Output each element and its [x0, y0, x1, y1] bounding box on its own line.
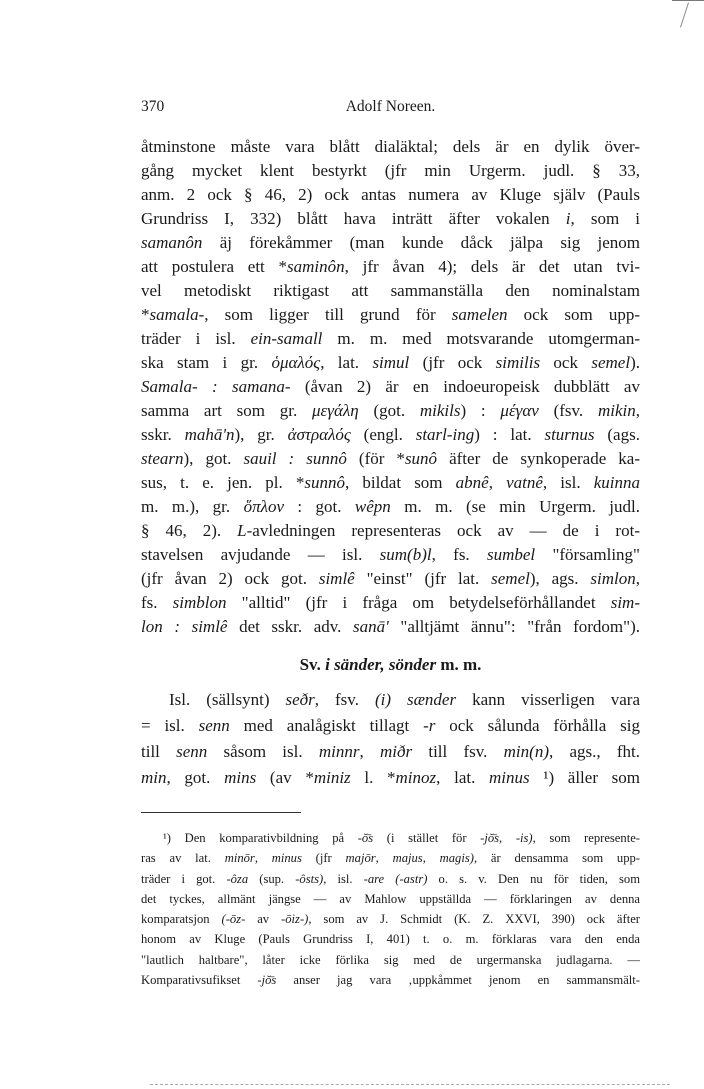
text-line	[141, 423, 640, 447]
text-segment: , lat.	[436, 768, 490, 787]
text-segment: , isl.	[542, 473, 594, 492]
emphasized-text: Samala- : samana-	[141, 377, 291, 396]
text-line	[141, 279, 640, 303]
text-segment: Komparativsufikset	[141, 973, 258, 988]
text-line	[141, 653, 640, 677]
text-segment: ,	[254, 851, 272, 866]
emphasized-text: senn	[176, 742, 208, 761]
text-segment: m. m.), gr.	[141, 497, 244, 516]
emphasized-text: μέγαν	[500, 401, 539, 420]
footnote	[141, 828, 640, 990]
text-segment: med analågiskt tillagt	[229, 716, 424, 735]
emphasized-text: L	[237, 521, 247, 540]
text-segment: fs.	[141, 593, 173, 612]
emphasized-text: -are (-astr)	[363, 871, 428, 886]
emphasized-text: min(n)	[503, 742, 549, 761]
text-segment: av	[245, 912, 282, 927]
text-segment: såsom isl.	[207, 742, 319, 761]
text-segment: o. s. v. Den nu för tiden, som	[427, 871, 640, 886]
emphasized-text: minnr	[318, 742, 360, 761]
emphasized-text: ἀστραλός	[287, 425, 351, 444]
text-segment: ,	[635, 401, 640, 420]
emphasized-text: similis	[495, 353, 541, 372]
emphasized-text: sim-	[610, 593, 640, 612]
text-segment: vel metodiskt riktigast att sammanställa den nominalstam	[141, 281, 640, 300]
text-segment: : got.	[284, 497, 355, 516]
text-segment: "alltjämt ännu": "från fordom").	[388, 617, 640, 636]
text-segment: ska stam i gr.	[141, 353, 272, 372]
emphasized-text: mikin	[597, 401, 636, 420]
emphasized-text: saminôn	[287, 257, 345, 276]
text-segment: sskr.	[141, 425, 185, 444]
text-segment: , fsv.	[314, 690, 375, 709]
text-line	[141, 327, 640, 351]
text-segment: (fsv.	[538, 401, 598, 420]
emphasized-text: sunô	[404, 449, 438, 468]
emphasized-text: majōr	[345, 851, 376, 866]
text-segment: anser jag vara ‚uppkåmmet jenom en sammansmält-	[276, 973, 640, 988]
text-line	[141, 567, 640, 591]
emphasized-text: m. m.	[436, 655, 482, 674]
text-line	[141, 399, 640, 423]
scan-mark	[672, 0, 704, 1]
emphasized-text: magis)	[439, 851, 474, 866]
text-segment: , ags., fht.	[548, 742, 640, 761]
text-segment: (jfr	[301, 851, 346, 866]
text-segment: komparatsjon	[141, 912, 222, 927]
text-line	[141, 375, 640, 399]
text-segment: Isl. (sällsynt)	[169, 690, 286, 709]
text-segment: ), ags.	[529, 569, 591, 588]
text-segment: , fs.	[431, 545, 487, 564]
text-segment: m. m. (se min Urgerm. judl.	[390, 497, 640, 516]
emphasized-text: sumbel	[486, 545, 536, 564]
text-segment: (got.	[358, 401, 420, 420]
emphasized-text: senn	[198, 716, 230, 735]
emphasized-text: Sv.	[299, 655, 326, 674]
text-line	[141, 471, 640, 495]
emphasized-text: -jŏ̄s	[257, 973, 277, 988]
emphasized-text: majus	[392, 851, 423, 866]
text-segment: anm. 2 ock § 46, 2) ock antas numera av Kluge själv (Pauls	[141, 185, 640, 204]
text-segment: ras av lat.	[141, 851, 225, 866]
scan-edge	[150, 1084, 670, 1085]
emphasized-text: min	[141, 768, 167, 787]
emphasized-text: ὁμαλός	[271, 353, 321, 372]
text-line	[141, 135, 640, 159]
emphasized-text: i sänder, sönder	[325, 655, 437, 674]
text-segment: -avledningen representeras ock av — de i rot-	[246, 521, 640, 540]
text-segment: l. *	[350, 768, 396, 787]
text-segment: , som ligger till grund för	[204, 305, 452, 324]
text-segment: ,	[375, 851, 393, 866]
text-line	[141, 591, 640, 615]
text-segment: ock sålunda förhålla sig	[435, 716, 640, 735]
emphasized-text: sunnô	[304, 473, 345, 492]
emphasized-text: i	[565, 209, 571, 228]
text-segment: (engl.	[350, 425, 416, 444]
text-segment: ) : lat.	[474, 425, 545, 444]
text-segment: , got.	[166, 768, 225, 787]
text-segment: träder i isl.	[141, 329, 251, 348]
text-segment: ,	[635, 569, 640, 588]
emphasized-text: kuinna	[593, 473, 640, 492]
text-segment: ock som upp-	[507, 305, 640, 324]
text-segment: äj förekåmmer (man kunde dåck jälpa sig jenom	[202, 233, 640, 252]
text-segment: till	[141, 742, 177, 761]
text-line	[141, 828, 640, 848]
text-line	[141, 713, 640, 739]
emphasized-text: -ôza	[226, 871, 249, 886]
emphasized-text: simlê	[318, 569, 355, 588]
emphasized-text: mahā'n	[184, 425, 235, 444]
emphasized-text: -ōiz-)	[281, 912, 309, 927]
text-segment: "alltid" (jfr i fråga om betydelseförhållandet	[226, 593, 611, 612]
text-line	[141, 615, 640, 639]
text-segment: sus, t. e. jen. pl. *	[141, 473, 305, 492]
text-segment: , är densamma som upp-	[473, 851, 640, 866]
text-segment: (åvan 2) är en indoeuropeisk dubblätt av	[290, 377, 640, 396]
text-segment: (av *	[256, 768, 314, 787]
footnote-rule	[141, 812, 301, 813]
emphasized-text: samala-	[149, 305, 205, 324]
body-paragraph-2	[141, 687, 640, 791]
emphasized-text: simlon	[590, 569, 636, 588]
text-line	[141, 183, 640, 207]
emphasized-text: mins	[224, 768, 257, 787]
text-segment: gång mycket klent bestyrkt (jfr min Urgerm. judl. § 33,	[141, 161, 640, 180]
text-segment: ,	[422, 851, 440, 866]
running-header	[141, 98, 640, 120]
text-segment: det tyckes, allmänt jängse — av Mahlow uppställda — förklaringen av denna	[141, 891, 640, 906]
emphasized-text: (-ōz-	[221, 912, 246, 927]
text-segment: ock	[540, 353, 592, 372]
text-line	[141, 303, 640, 327]
emphasized-text: -ôsts)	[295, 871, 324, 886]
running-title: Adolf Noreen.	[345, 98, 436, 115]
emphasized-text: -r	[423, 716, 436, 735]
text-segment: honom av Kluge (Pauls Grundriss I, 401) t. o. m. förklaras vara den enda	[141, 932, 640, 947]
emphasized-text: minus	[489, 768, 530, 787]
scan-mark	[680, 2, 689, 27]
emphasized-text: ein-samall	[250, 329, 323, 348]
emphasized-text: lon : simlê	[141, 617, 228, 636]
text-segment: ).	[630, 353, 640, 372]
text-line	[141, 889, 640, 909]
emphasized-text: -ŏ̄s	[357, 831, 374, 845]
text-line	[141, 765, 640, 791]
text-segment: (jfr åvan 2) ock got.	[141, 569, 319, 588]
text-segment: att postulera ett *	[141, 257, 287, 276]
text-line	[141, 255, 640, 279]
section-heading	[141, 653, 640, 677]
emphasized-text: stearn	[141, 449, 184, 468]
text-segment: , lat.	[320, 353, 373, 372]
text-segment: kann visserligen vara	[456, 690, 640, 709]
text-line	[141, 869, 640, 889]
text-segment: träder i got.	[141, 871, 227, 886]
text-segment: = isl.	[141, 716, 199, 735]
text-segment: ,	[488, 473, 507, 492]
emphasized-text: sanā'	[353, 617, 389, 636]
emphasized-text: sturnus	[544, 425, 595, 444]
text-segment: (ags.	[594, 425, 640, 444]
text-line	[141, 159, 640, 183]
emphasized-text: minus	[271, 851, 302, 866]
text-line	[141, 543, 640, 567]
text-segment: § 46, 2).	[141, 521, 238, 540]
text-segment: det sskr. adv.	[227, 617, 354, 636]
text-line	[141, 848, 640, 868]
text-segment: *	[141, 305, 150, 324]
text-line	[141, 495, 640, 519]
text-segment: samma art som gr.	[141, 401, 313, 420]
text-segment: stavelsen avjudande — isl.	[141, 545, 380, 564]
emphasized-text: ὅπλον	[243, 497, 284, 516]
text-line	[141, 970, 640, 990]
text-line	[141, 447, 640, 471]
emphasized-text: simul	[372, 353, 410, 372]
text-segment: ,	[359, 742, 380, 761]
text-segment: ), got.	[183, 449, 244, 468]
text-segment: till fsv.	[412, 742, 504, 761]
text-segment: , som av J. Schmidt (K. Z. XXVI, 390) ock äfter	[308, 912, 640, 927]
text-line	[141, 519, 640, 543]
emphasized-text: simblon	[172, 593, 227, 612]
text-segment: "församling"	[535, 545, 640, 564]
text-segment: ¹) Den komparativbildning på	[163, 831, 358, 845]
emphasized-text: vatnê	[506, 473, 543, 492]
text-segment: , jfr åvan 4); dels är det utan tvi-	[344, 257, 640, 276]
emphasized-text: sum(b)l	[379, 545, 432, 564]
emphasized-text: μεγάλη	[312, 401, 359, 420]
emphasized-text: mikils	[419, 401, 461, 420]
text-segment: (jfr ock	[409, 353, 496, 372]
emphasized-text: (i) sænder	[374, 690, 457, 709]
text-line	[141, 687, 640, 713]
text-segment: äfter de synkoperade ka-	[437, 449, 640, 468]
text-line	[141, 351, 640, 375]
emphasized-text: miðr	[379, 742, 413, 761]
text-segment: "lautlich haltbare", låter icke förlika sig med de urgermanska judlagarna. —	[141, 952, 640, 967]
text-segment: ¹) äller som	[529, 768, 640, 787]
emphasized-text: seðr	[285, 690, 315, 709]
emphasized-text: samelen	[451, 305, 508, 324]
emphasized-text: abnê	[455, 473, 489, 492]
text-line	[141, 909, 640, 929]
text-segment: Grundriss I, 332) blått hava inträtt äfter vokalen	[141, 209, 566, 228]
text-line	[141, 231, 640, 255]
text-line	[141, 929, 640, 949]
text-line	[141, 207, 640, 231]
text-segment: "einst" (jfr lat.	[354, 569, 492, 588]
emphasized-text: wêpn	[354, 497, 391, 516]
text-segment: , som i	[570, 209, 640, 228]
text-segment: , isl.	[323, 871, 364, 886]
text-segment: , bildat som	[344, 473, 456, 492]
text-segment: ), gr.	[234, 425, 288, 444]
emphasized-text: minoz	[395, 768, 437, 787]
emphasized-text: miniz	[313, 768, 351, 787]
emphasized-text: -jŏ̄s, -is)	[480, 831, 533, 845]
emphasized-text: samanôn	[141, 233, 203, 252]
text-segment: (för *	[346, 449, 405, 468]
emphasized-text: semel	[491, 569, 530, 588]
body-paragraph-1	[141, 135, 640, 639]
text-segment: (i stället för	[373, 831, 481, 845]
emphasized-text: starl-ing	[415, 425, 475, 444]
emphasized-text: sauil : sunnô	[243, 449, 347, 468]
text-line	[141, 739, 640, 765]
text-segment: ) :	[460, 401, 501, 420]
emphasized-text: semel	[591, 353, 631, 372]
text-segment: , som represente-	[532, 831, 640, 845]
page-number: 370	[141, 98, 165, 115]
text-segment: m. m. med motsvarande utomgerman-	[322, 329, 640, 348]
emphasized-text: minōr	[224, 851, 255, 866]
text-line	[141, 950, 640, 970]
text-segment: åtminstone måste vara blått dialäktal; dels är en dylik över-	[141, 137, 640, 156]
text-segment: (sup.	[248, 871, 296, 886]
